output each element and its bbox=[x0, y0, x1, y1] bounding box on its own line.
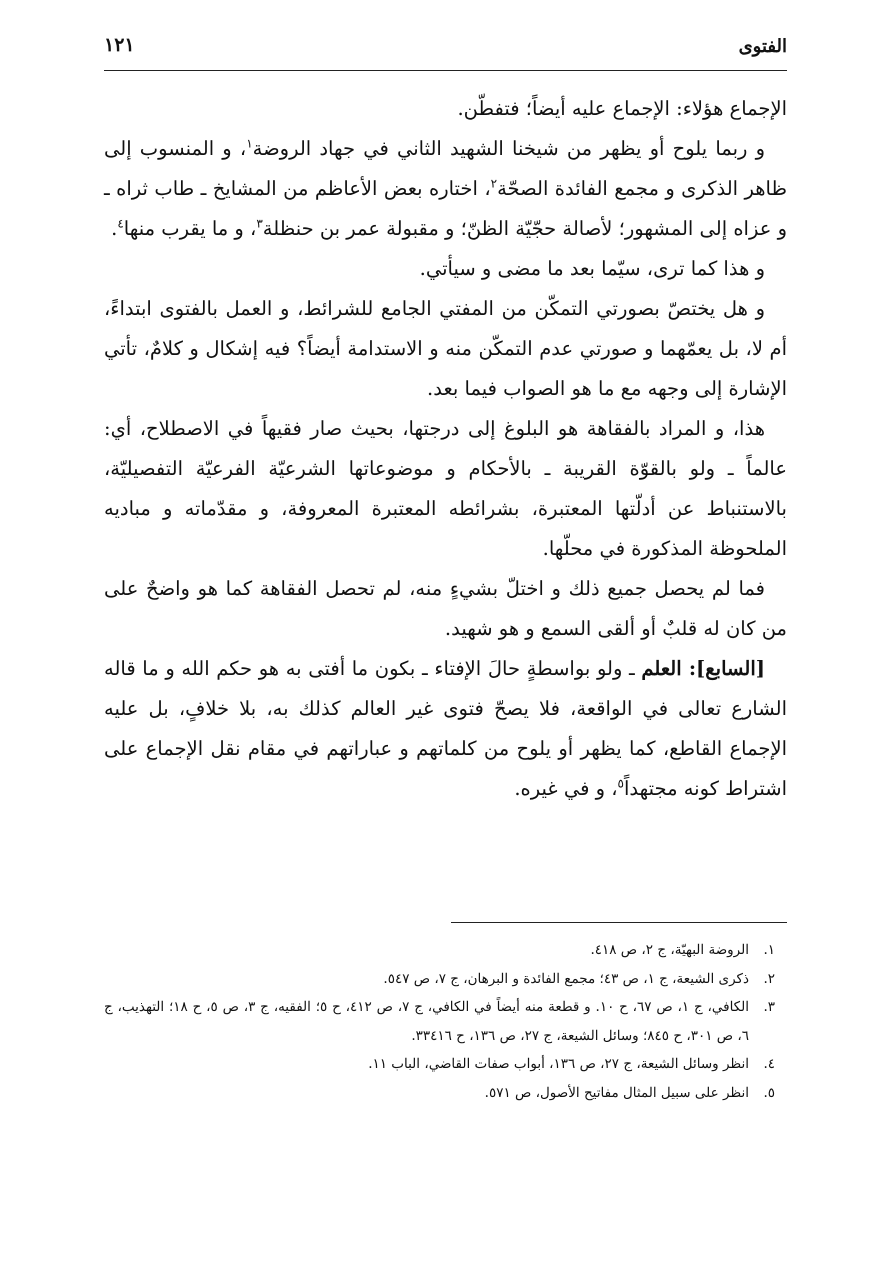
footnote-text: الكافي، ج ١، ص ٦٧، ح ١٠. و قطعة منه أيضاً في الكافي، ج ٧، ص ٤١٢، ح ٥؛ الفقيه، ج ٣، ص ٥، ح ١٨؛ التهذيب، ج ٦، ص ٣٠١، ح ٨٤٥؛ وسائل الشيعة، ج ٢٧، ص ١٣٦، ح ٣٣٤١٦. bbox=[104, 999, 750, 1044]
footnote-text: انظر وسائل الشيعة، ج ٢٧، ص ١٣٦، أبواب صفات القاضي، الباب ١١. bbox=[368, 1056, 749, 1072]
footnote-number: ٤. bbox=[763, 1056, 775, 1072]
page-header bbox=[104, 34, 787, 71]
footnote bbox=[104, 993, 787, 1050]
paragraph: هذا، و المراد بالفقاهة هو البلوغ إلى درجتها، بحيث صار فقيهاً في الاصطلاح، أي: عالماً ـ ولو بالقوّة القريبة ـ بالأحكام و موضوعاتها الشرعيّة الفرعيّة التفصيليّة، بالاستنباط عن أدلّتها المعتبرة، بشرائطه المعتبرة المعروفة، و مقدّماته و مباديه الملحوظة المذكورة في محلّها. bbox=[104, 417, 787, 560]
text-run: ـ ولو بواسطةٍ حالَ الإفتاء ـ بكون ما أفتى به هو حكم الله و ما قاله الشارع تعالى في الواقعة، فلا يصحّ فتوى غير العالم كذلك به، بلا خلافٍ، بل عليه الإجماع القاطع، كما يظهر أو يلوح من كلماتهم و عباراتهم في مقام نقل الإجماع على اشتراط كونه مجتهداً bbox=[104, 657, 787, 800]
footnote-divider bbox=[451, 922, 787, 923]
footnote-ref: ٤ bbox=[117, 216, 124, 231]
footnote bbox=[104, 965, 787, 994]
text-run: ، و ما يقرب منها bbox=[123, 217, 257, 240]
footnote bbox=[104, 1050, 787, 1079]
paragraph: الإجماع هؤلاء: الإجماع عليه أيضاً؛ فتفطّن. bbox=[457, 97, 787, 120]
running-title: الفتوى bbox=[738, 36, 787, 57]
text-run: و ربما يلوح أو يظهر من شيخنا الشهيد الثاني في جهاد الروضة bbox=[252, 137, 765, 160]
paragraph: و هذا كما ترى، سيّما بعد ما مضى و سيأتي. bbox=[419, 257, 765, 280]
footnote-ref: ١ bbox=[246, 136, 253, 151]
footnote-text: ذكرى الشيعة، ج ١، ص ٤٣؛ مجمع الفائدة و البرهان، ج ٧، ص ٥٤٧. bbox=[383, 970, 749, 987]
footnote-number: ٣. bbox=[763, 999, 775, 1015]
footnote-number: ١. bbox=[763, 942, 775, 958]
text-run: ، اختاره بعض الأعاظم من المشايخ ـ طاب ثراه ـ و عزاه إلى المشهور؛ لأصالة حجّيّة الظنّ؛ و مقبولة عمر بن حنظلة bbox=[104, 177, 787, 240]
footnote bbox=[104, 1079, 787, 1108]
text-run: . bbox=[111, 217, 118, 240]
footnote bbox=[104, 936, 787, 965]
text-run: ، و في غيره. bbox=[514, 777, 618, 800]
footnote-ref: ٥ bbox=[617, 776, 624, 791]
paragraph: فما لم يحصل جميع ذلك و اختلّ بشيءٍ منه، لم تحصل الفقاهة كما هو واضحٌ على من كان له قلبٌ أو ألقى السمع و هو شهيد. bbox=[104, 577, 787, 640]
main-text bbox=[104, 89, 787, 809]
footnote-ref: ٣ bbox=[256, 216, 263, 231]
footnote-number: ٢. bbox=[763, 970, 775, 987]
section-lead: [السابع]: العلم bbox=[641, 657, 765, 680]
footnote-text: الروضة البهيّة، ج ٢، ص ٤١٨. bbox=[590, 942, 749, 958]
paragraph bbox=[104, 129, 787, 249]
paragraph bbox=[104, 649, 787, 809]
paragraph: و هل يختصّ بصورتي التمكّن من المفتي الجامع للشرائط، و العمل بالفتوى ابتداءً، أم لا، بل يعمّهما و صورتي عدم التمكّن منه و الاستدامة أيضاً؟ فيه إشكال و كلامٌ، تأتي الإشارة إلى وجهه مع ما هو الصواب فيما بعد. bbox=[104, 297, 787, 400]
footnotes bbox=[104, 936, 787, 1107]
footnote-ref: ٢ bbox=[490, 176, 498, 191]
footnote-number: ٥. bbox=[763, 1084, 775, 1101]
page-number: ١٢١ bbox=[104, 34, 135, 56]
text-run: ، و المنسوب إلى ظاهر الذكرى و مجمع الفائدة الصحّة bbox=[104, 137, 788, 200]
footnote-text: انظر على سبيل المثال مفاتيح الأصول، ص ٥٧١. bbox=[484, 1084, 749, 1101]
